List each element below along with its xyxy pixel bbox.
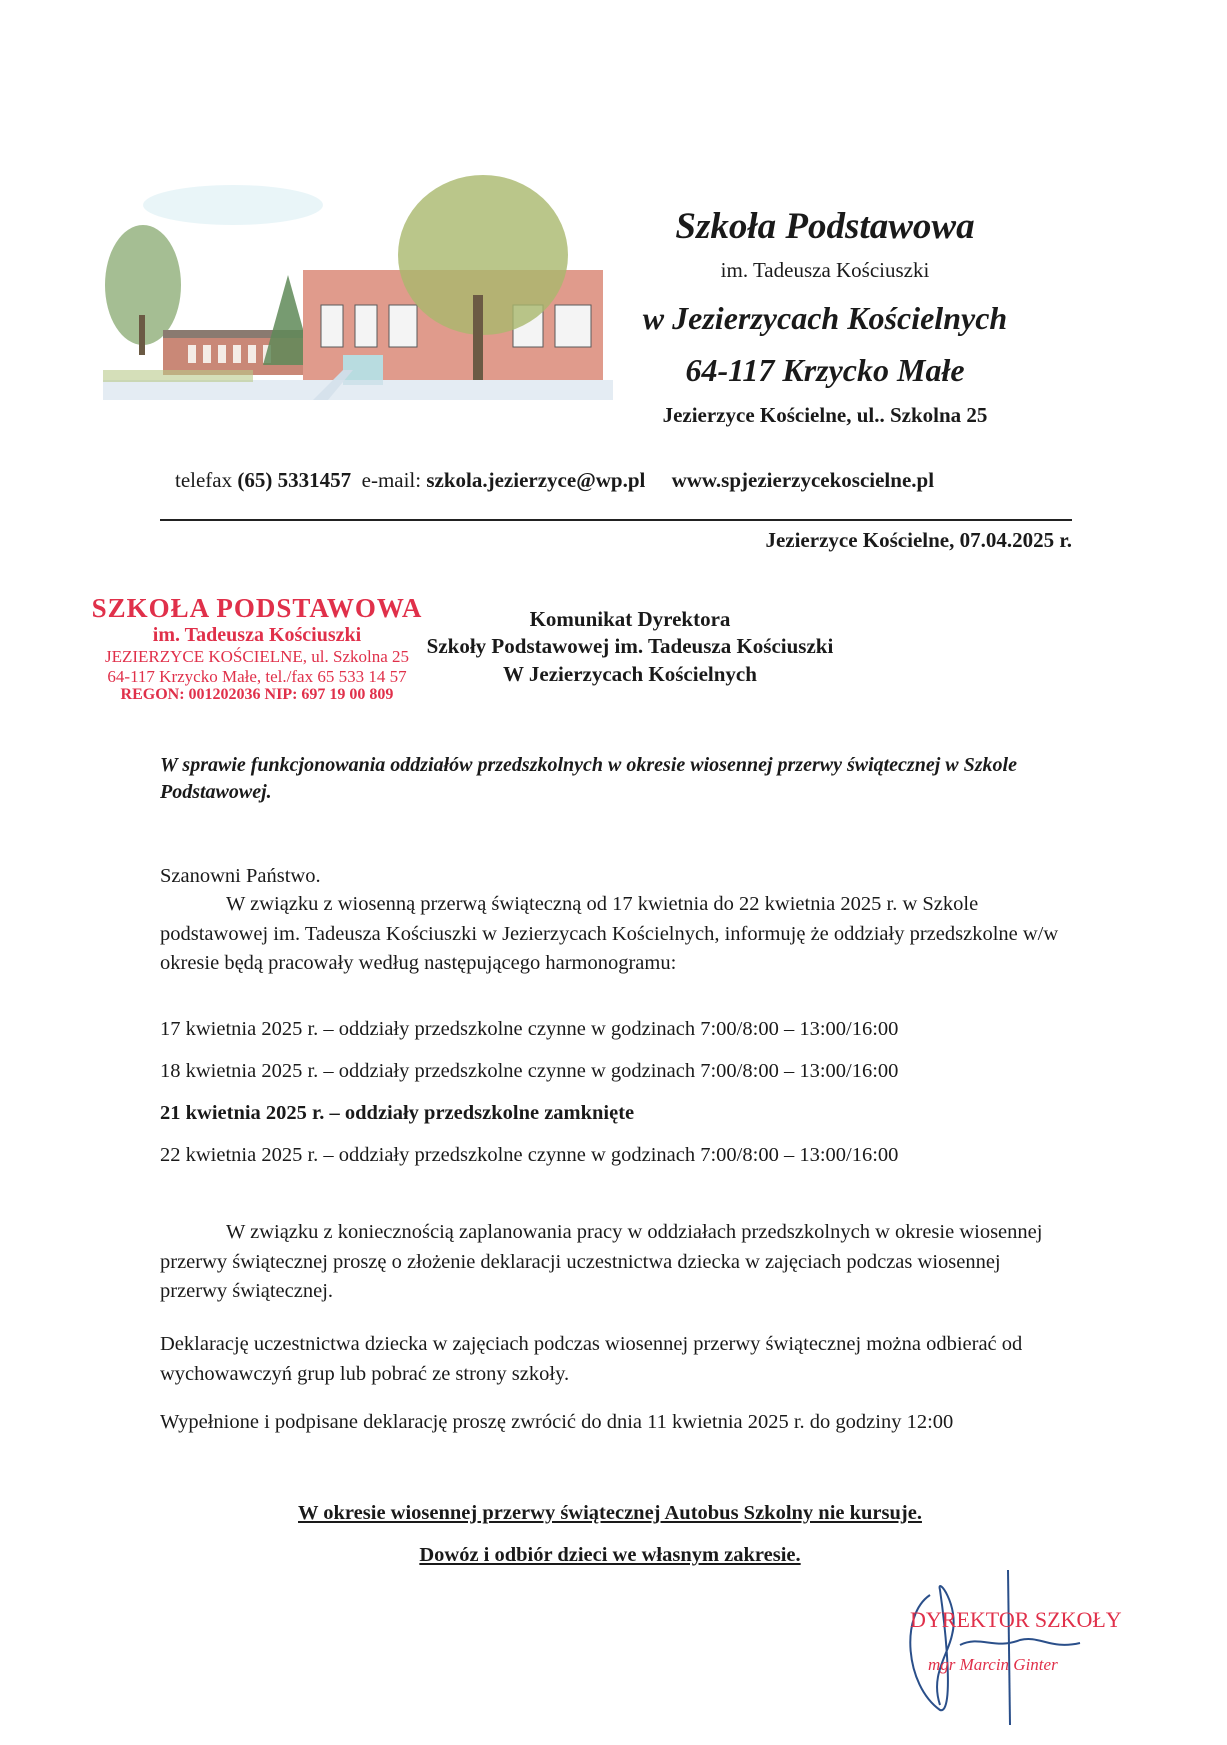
school-building-photo [103, 165, 613, 400]
telefax-number: (65) 5331457 [237, 468, 352, 492]
email-label: e-mail: [361, 468, 422, 492]
paragraph-intro: W związku z wiosenną przerwą świąteczną od 17 kwietnia do 22 kwietnia 2025 r. w Szkole podstawowej im. Tadeusza Kościuszki w Jezierzycach Kościelnych, informuję że oddziały przedszkolne w/w okresie będą pracowały według następującego harmonogramu: [160, 893, 1059, 975]
school-patron: im. Tadeusza Kościuszki [720, 258, 930, 282]
announcement-line-1: Komunikat Dyrektora [529, 607, 731, 631]
schedule-item: 22 kwietnia 2025 r. – oddziały przedszkolne czynne w godzinach 7:00/8:00 – 13:00/16:00 [160, 1144, 899, 1166]
school-location: w Jezierzycach Kościelnych [642, 300, 1008, 336]
schedule-item: 17 kwietnia 2025 r. – oddziały przedszkolne czynne w godzinach 7:00/8:00 – 13:00/16:00 [160, 1018, 899, 1040]
schedule-item-closed: 21 kwietnia 2025 r. – oddziały przedszkolne zamknięte [160, 1102, 635, 1124]
signature-title: DYREKTOR SZKOŁY [910, 1607, 1122, 1632]
contact-line [175, 468, 934, 493]
stamp-line-5: REGON: 001202036 NIP: 697 19 00 809 [120, 686, 394, 704]
telefax-label: telefax [175, 468, 233, 492]
header-divider [160, 519, 1072, 521]
announcement-line-2: Szkoły Podstawowej im. Tadeusza Kościuszki [426, 634, 834, 659]
director-signature [900, 1565, 1140, 1740]
announcement-line-3: W Jezierzycach Kościelnych [503, 661, 757, 686]
announcement-heading [375, 606, 885, 688]
school-illustration [103, 165, 613, 400]
greeting: Szanowni Państwo. [160, 865, 321, 887]
subject-line: W sprawie funkcjonowania oddziałów przedszkolnych w okresie wiosennej przerwy świątecznej w Szkole Podstawowej. [160, 754, 1017, 803]
paragraph-declaration-request: W związku z koniecznością zaplanowania pracy w oddziałach przedszkolnych w okresie wiosennej przerwy świątecznej proszę o złożenie deklaracji uczestnictwa dziecka w zajęciach podczas wiosennej przerwy świątecznej. [160, 1221, 1043, 1303]
signature-name: mgr Marcin Ginter [928, 1655, 1058, 1674]
school-postal: 64-117 Krzycko Małe [685, 352, 965, 388]
dateline: Jezierzyce Kościelne, 07.04.2025 r. [765, 528, 1072, 552]
schedule-item: 18 kwietnia 2025 r. – oddziały przedszkolne czynne w godzinach 7:00/8:00 – 13:00/16:00 [160, 1060, 899, 1082]
email-link[interactable]: szkola.jezierzyce@wp.pl [426, 468, 646, 492]
stamp-line-3: JEZIERZYCE KOŚCIELNE, ul. Szkolna 25 [104, 647, 410, 667]
school-name: Szkoła Podstawowa [675, 206, 975, 247]
website-link[interactable]: www.spjezierzycekoscielne.pl [671, 468, 935, 492]
paragraph-deadline: Wypełnione i podpisane deklarację proszę zwrócić do dnia 11 kwietnia 2025 r. do godziny 12:00 [160, 1411, 954, 1433]
bus-notice: W okresie wiosennej przerwy świątecznej Autobus Szkolny nie kursuje. [298, 1502, 922, 1524]
transport-notice: Dowóz i odbiór dzieci we własnym zakresie. [419, 1544, 801, 1566]
stamp-line-2: im. Tadeusza Kościuszki [152, 624, 362, 647]
school-address: Jezierzyce Kościelne, ul.. Szkolna 25 [662, 403, 988, 427]
paragraph-declaration-pickup: Deklarację uczestnictwa dziecka w zajęciach podczas wiosennej przerwy świątecznej można odbierać od wychowawczyń grup lub pobrać ze strony szkoły. [160, 1333, 1023, 1385]
schedule-list [160, 1018, 1060, 1186]
signature-scribble-icon [900, 1565, 1140, 1740]
stamp-line-4: 64-117 Krzycko Małe, tel./fax 65 533 14 57 [107, 666, 407, 686]
stamp-line-1: SZKOŁA PODSTAWOWA [91, 593, 423, 623]
